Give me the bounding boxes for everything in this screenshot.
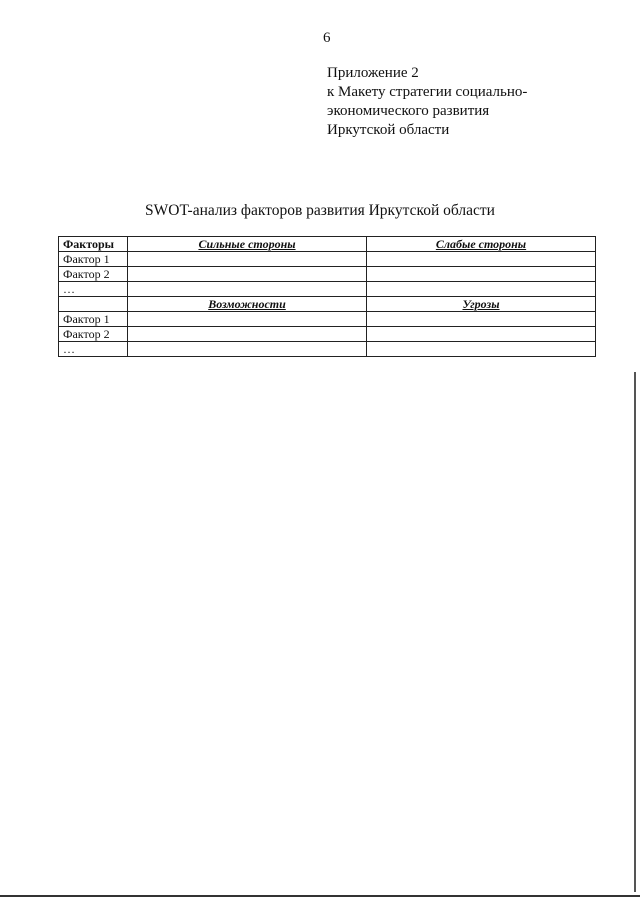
factor-label: Фактор 1 [59,252,128,267]
factor-label: … [59,342,128,357]
appendix-note [327,64,527,140]
opportunities-header: Возможности [128,297,367,312]
factor-label: Фактор 2 [59,267,128,282]
strengths-header: Сильные стороны [128,237,367,252]
page-number: 6 [323,30,331,46]
opportunity-cell [128,312,367,327]
table-subheader-row [59,297,596,312]
threat-cell [367,342,596,357]
table-header-row [59,237,596,252]
swot-table [58,236,596,357]
table-row [59,312,596,327]
appendix-line: Иркутской области [327,122,450,138]
threats-header: Угрозы [367,297,596,312]
weaknesses-header: Слабые стороны [367,237,596,252]
table-row [59,342,596,357]
scan-edge-line [634,372,636,892]
threat-cell [367,312,596,327]
weakness-cell [367,267,596,282]
weakness-cell [367,252,596,267]
strength-cell [128,252,367,267]
factors-header: Факторы [59,237,128,252]
opportunity-cell [128,342,367,357]
threat-cell [367,327,596,342]
appendix-line: Приложение 2 [327,65,419,81]
opportunity-cell [128,327,367,342]
table-row [59,267,596,282]
table-row [59,282,596,297]
strength-cell [128,267,367,282]
strength-cell [128,282,367,297]
table-row [59,252,596,267]
appendix-line: экономического развития [327,103,490,119]
appendix-line: к Макету стратегии социально- [327,84,528,100]
factor-label: Фактор 2 [59,327,128,342]
document-title: SWOT-анализ факторов развития Иркутской области [145,202,495,219]
scan-bottom-edge [0,895,640,897]
weakness-cell [367,282,596,297]
factor-label: … [59,282,128,297]
factors-subheader-empty [59,297,128,312]
table-row [59,327,596,342]
factor-label: Фактор 1 [59,312,128,327]
